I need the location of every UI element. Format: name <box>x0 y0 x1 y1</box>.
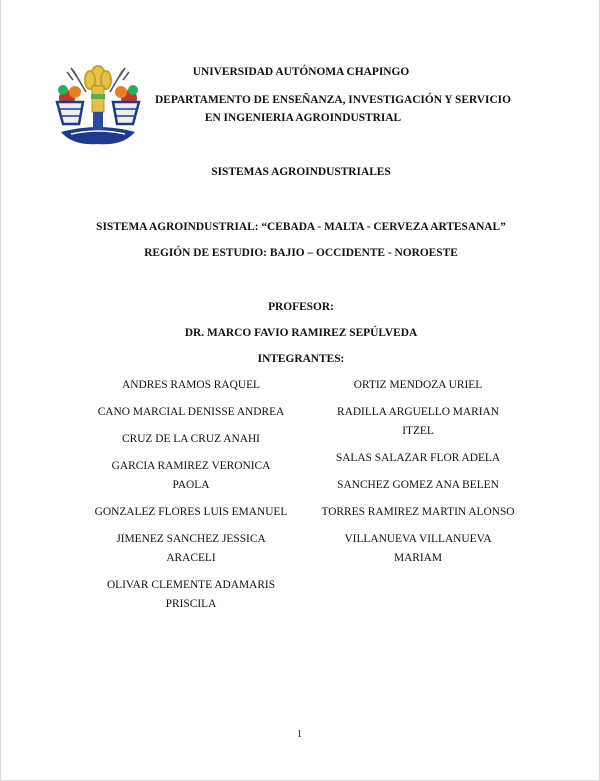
member-name: RADILLA ARGUELLO MARIAN ITZEL <box>337 406 499 437</box>
members-right-column <box>313 376 523 576</box>
university-name: UNIVERSIDAD AUTÓNOMA CHAPINGO <box>192 66 410 78</box>
member-name: TORRES RAMIREZ MARTIN ALONSO <box>321 506 515 518</box>
member-name: JIMENEZ SANCHEZ JESSICA ARACELI <box>116 533 266 564</box>
member-name: ORTIZ MENDOZA URIEL <box>353 379 483 391</box>
member-name: GONZALEZ FLORES LUIS EMANUEL <box>94 506 288 518</box>
members-left-column <box>87 376 295 622</box>
document-page <box>1 0 599 780</box>
page-number: 1 <box>297 729 302 740</box>
member-name: SALAS SALAZAR FLOR ADELA <box>335 452 501 464</box>
members-label: INTEGRANTES: <box>257 353 345 365</box>
professor-name: DR. MARCO FAVIO RAMIREZ SEPÚLVEDA <box>184 327 418 339</box>
professor-label: PROFESOR: <box>268 301 334 313</box>
member-name: VILLANUEVA VILLANUEVA MARIAM <box>344 533 492 564</box>
region-title: REGIÓN DE ESTUDIO: BAJIO – OCCIDENTE - NOROESTE <box>144 247 458 259</box>
course-title: SISTEMAS AGROINDUSTRIALES <box>211 166 391 178</box>
member-name: SANCHEZ GOMEZ ANA BELEN <box>337 479 499 491</box>
member-name: GARCIA RAMIREZ VERONICA PAOLA <box>111 460 271 491</box>
system-title: SISTEMA AGROINDUSTRIAL: “CEBADA - MALTA - CERVEZA ARTESANAL” <box>96 221 506 233</box>
department-line-2: EN INGENIERIA AGROINDUSTRIAL <box>204 112 402 124</box>
department-line-1: DEPARTAMENTO DE ENSEÑANZA, INVESTIGACIÓN Y SERVICIO <box>155 94 511 106</box>
member-name: CANO MARCIAL DENISSE ANDREA <box>97 406 285 418</box>
member-name: CRUZ DE LA CRUZ ANAHI <box>122 433 260 445</box>
member-name: OLIVAR CLEMENTE ADAMARIS PRISCILA <box>106 579 276 610</box>
member-name: ANDRES RAMOS RAQUEL <box>122 379 260 391</box>
